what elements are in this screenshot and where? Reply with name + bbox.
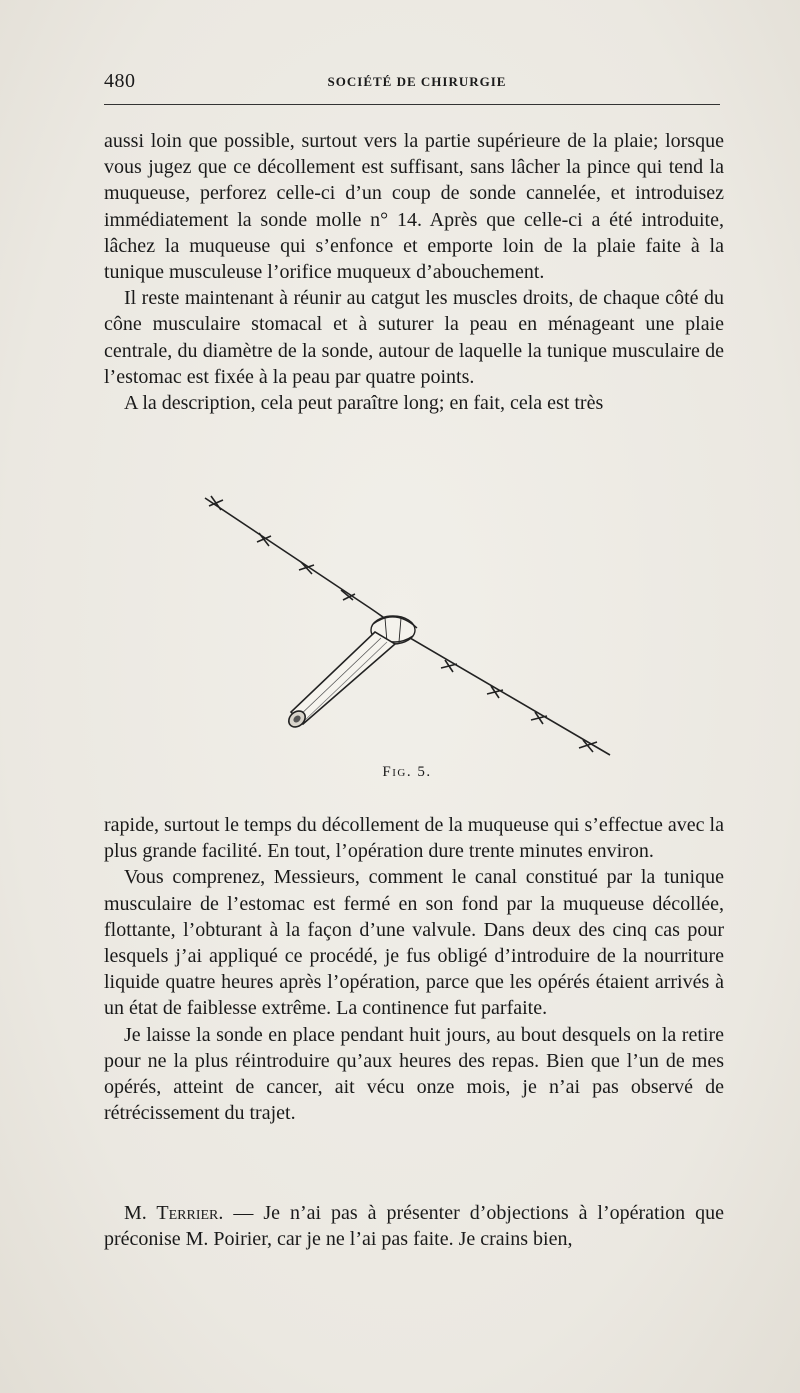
speaker-name: M. Terrier. — [124, 1202, 224, 1224]
paragraph: A la description, cela peut paraître long; en fait, cela est très — [124, 392, 604, 415]
paragraph: Vous comprenez, Messieurs, comment le canal constitué par la tunique musculaire de l’estomac est fermé en son fond par la muqueuse décollée, flottante, l’obturant à la façon d’une valvule. Dans deux des cinq cas pour lesquels j’ai appliqué ce procédé, je fus obligé d’introduire de la nourriture liquide quatre heures après l’opération, parce que les opérés étaient arrivés à un état de faiblesse extrême. La continence fut parfaite. — [104, 866, 724, 1020]
catheter-suture-drawing — [195, 490, 625, 760]
figure-illustration — [195, 490, 625, 760]
page-header — [104, 70, 720, 100]
paragraph: Il reste maintenant à réunir au catgut les muscles droits, de chaque côté du cône musculaire stomacal et à suturer la peau en ménageant une plaie centrale, du diamètre de la sonde, autour de laquelle la tunique musculaire de l’estomac est fixée à la peau par quatre points. — [104, 287, 724, 388]
text-block-middle — [104, 812, 724, 1126]
closing-text: — Je n’ai pas à présenter d’objections à l’opération que préconise M. Poirier, car je ne l’ai pas faite. Je crains bien, — [104, 1202, 724, 1251]
paragraph: aussi loin que possible, surtout vers la partie supérieure de la plaie; lorsque vous jugez que ce décollement est suffisant, sans lâcher la pince qui tend la muqueuse, perforez celle-ci d’un coup de sonde cannelée, et introduisez immédiatement la sonde molle n° 14. Après que celle-ci a été introduite, lâchez la muqueuse qui s’enfonce et emporte loin de la plaie faite à la tunique musculeuse l’orifice muqueux d’abouchement. — [104, 130, 724, 284]
closing-paragraph — [104, 1200, 724, 1252]
figure-caption: Fig. 5. — [382, 764, 432, 780]
paragraph: rapide, surtout le temps du décollement de la muqueuse qui s’effectue avec la plus grande facilité. En tout, l’opération dure trente minutes environ. — [104, 814, 724, 863]
paragraph: Je laisse la sonde en place pendant huit jours, au bout desquels on la retire pour ne la plus réintroduire qu’aux heures des repas. Bien que l’un de mes opérés, atteint de cancer, ait vécu onze mois, je n’ai pas observé de rétrécissement du trajet. — [104, 1023, 724, 1125]
text-block-closing — [104, 1200, 724, 1252]
text-block-top — [104, 128, 724, 416]
catheter-tube — [286, 632, 395, 730]
page-number: 480 — [104, 70, 136, 92]
running-head: SOCIÉTÉ DE CHIRURGIE — [327, 74, 507, 89]
header-rule — [104, 104, 720, 105]
